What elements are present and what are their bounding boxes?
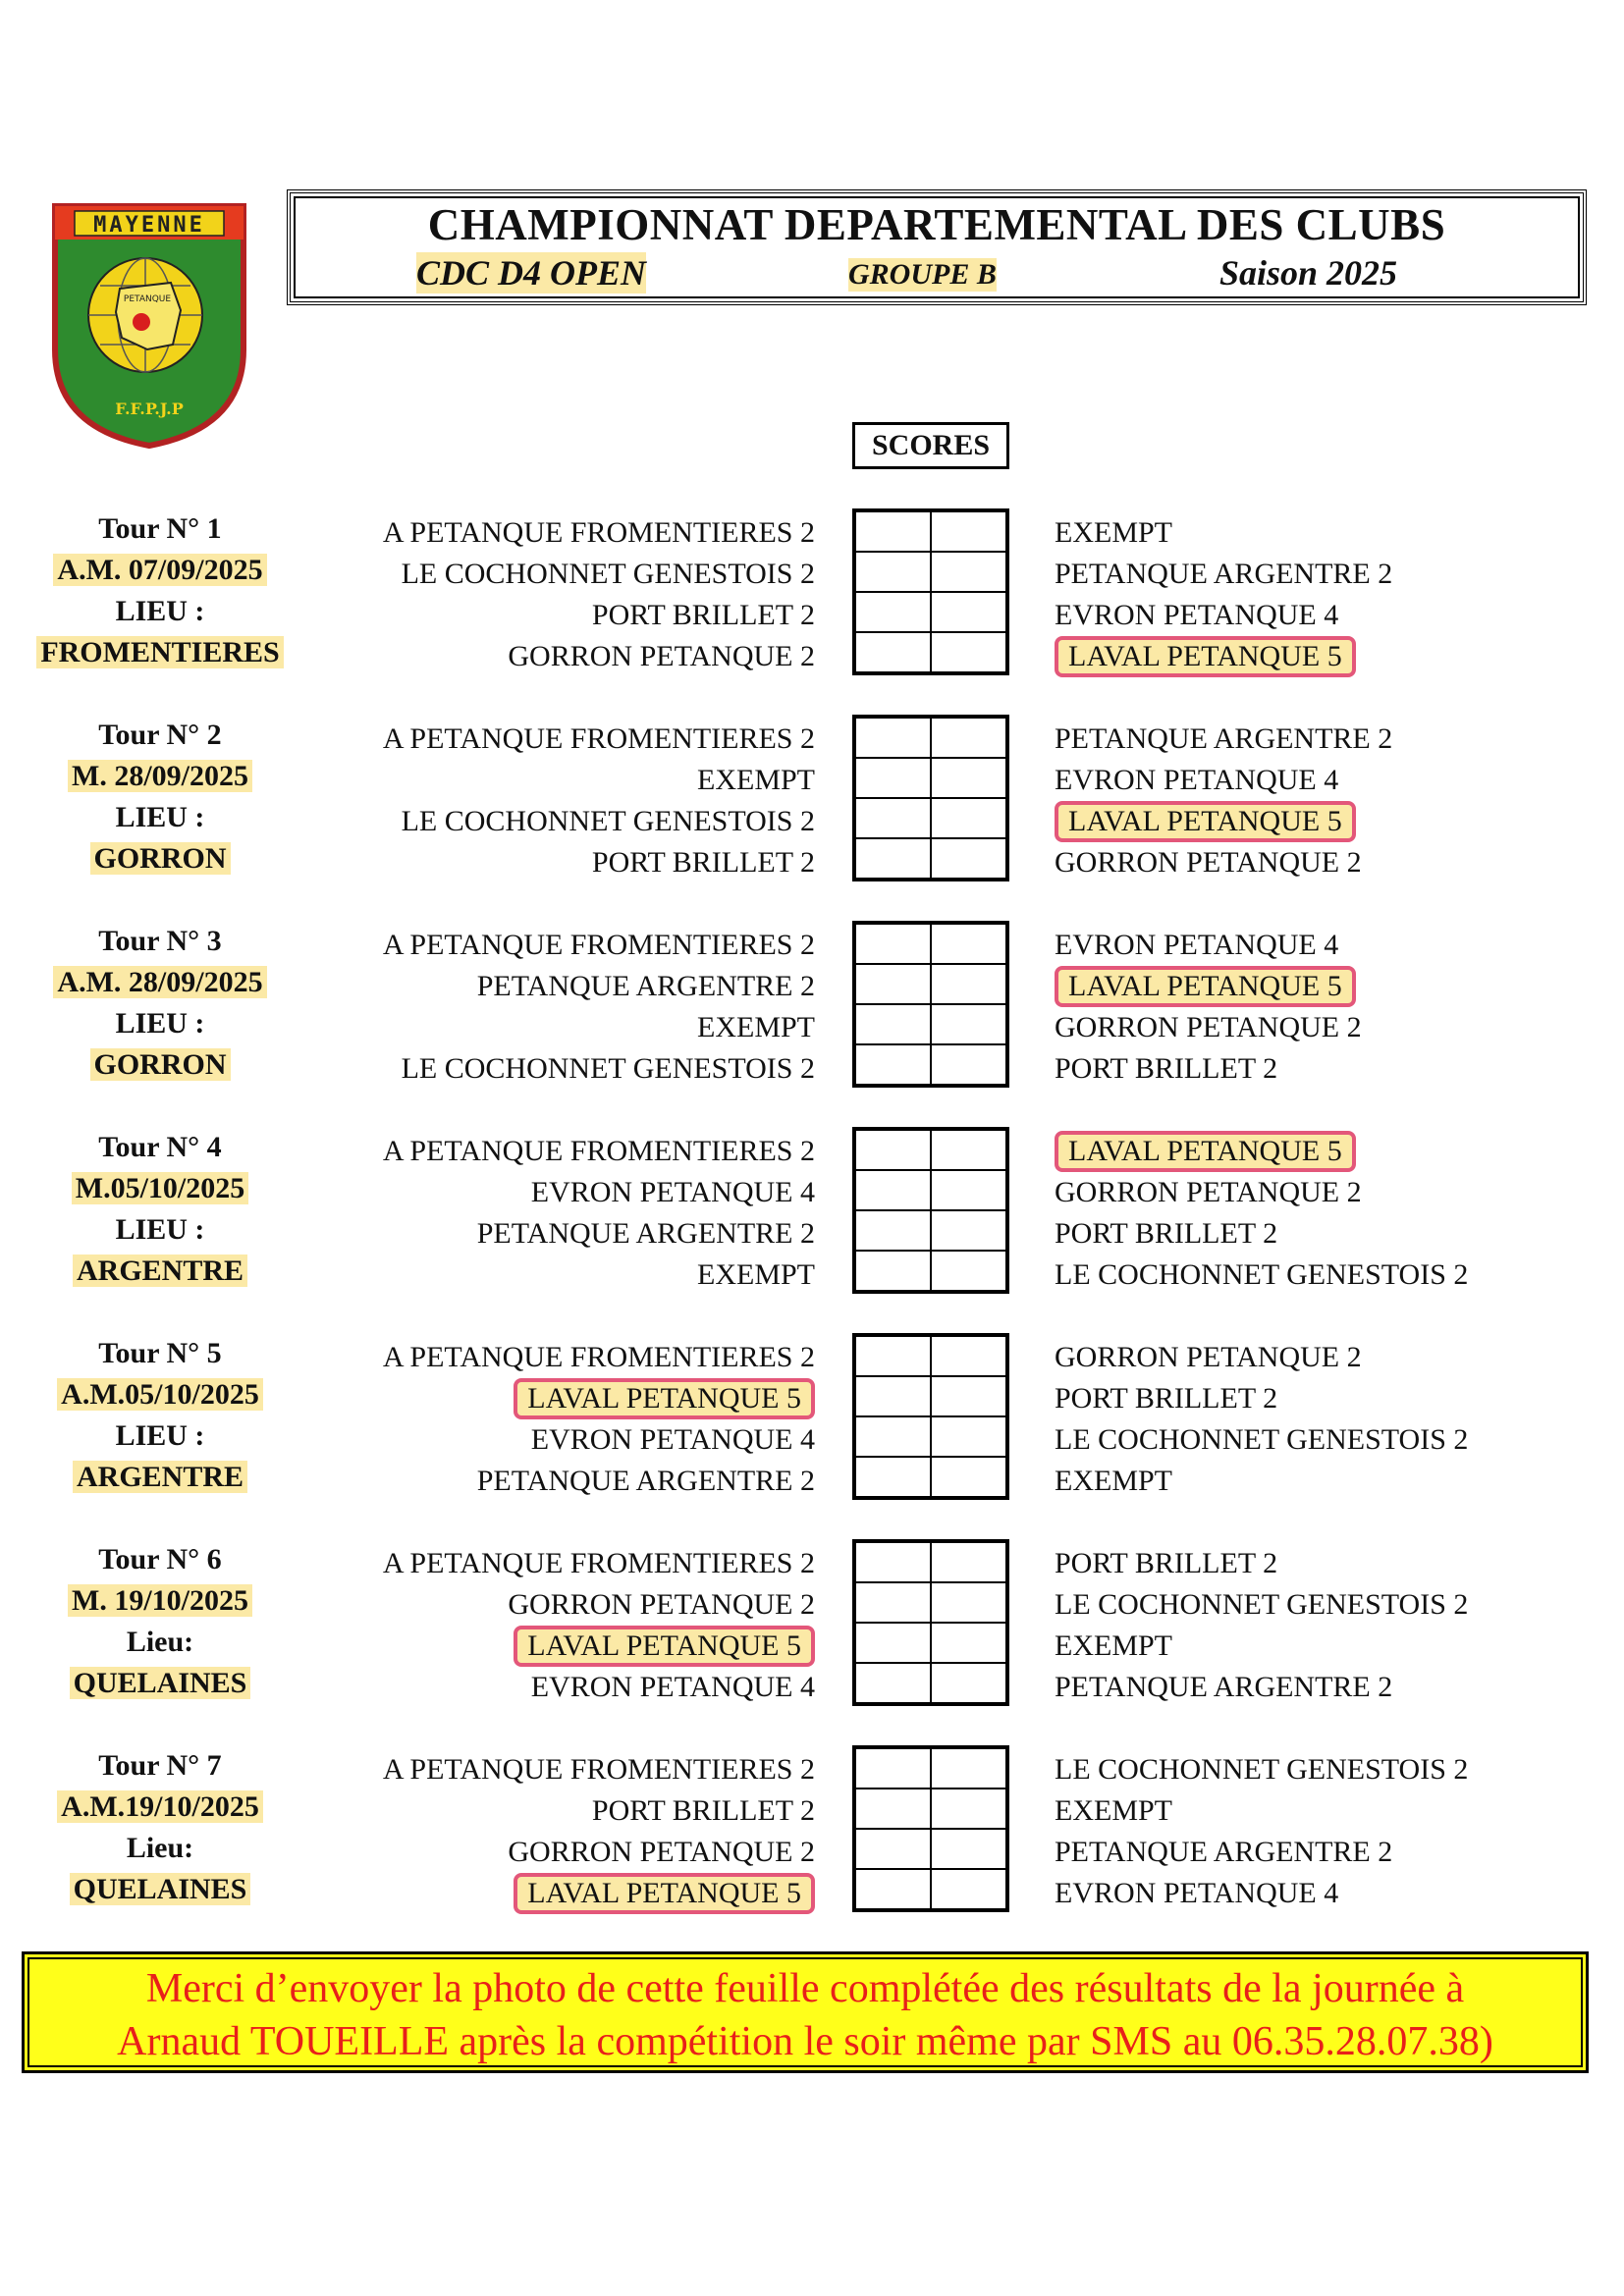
score-cell[interactable] xyxy=(855,1004,931,1044)
away-team: LAVAL PETANQUE 5 xyxy=(1055,636,1356,677)
score-cell[interactable] xyxy=(931,1789,1006,1829)
tour-date: A.M. 07/09/2025 xyxy=(53,554,266,586)
home-team: LE COCHONNET GENESTOIS 2 xyxy=(401,1052,815,1085)
group-label: GROUPE B xyxy=(848,258,997,291)
score-cell[interactable] xyxy=(855,1376,931,1416)
score-cell[interactable] xyxy=(931,1457,1006,1497)
score-cell[interactable] xyxy=(931,1748,1006,1789)
lieu-label: Lieu: xyxy=(126,1832,194,1864)
lieu-label: LIEU : xyxy=(115,1007,205,1040)
away-team: GORRON PETANQUE 2 xyxy=(1055,1341,1362,1373)
score-cell[interactable] xyxy=(855,1416,931,1457)
footer-line-2: Arnaud TOUEILLE après la compétition le soir même par SMS au 06.35.28.07.38) xyxy=(117,2019,1493,2064)
away-team: EVRON PETANQUE 4 xyxy=(1055,1877,1339,1909)
home-team: A PETANQUE FROMENTIERES 2 xyxy=(382,1135,815,1167)
score-cell[interactable] xyxy=(855,1869,931,1909)
score-cell[interactable] xyxy=(855,1829,931,1869)
away-team: LE COCHONNET GENESTOIS 2 xyxy=(1055,1588,1469,1621)
away-team: PORT BRILLET 2 xyxy=(1055,1547,1278,1579)
away-team: PETANQUE ARGENTRE 2 xyxy=(1055,1836,1393,1868)
away-team: EVRON PETANQUE 4 xyxy=(1055,929,1339,961)
score-grid xyxy=(852,715,1009,881)
score-cell[interactable] xyxy=(931,632,1006,672)
season-label: Saison 2025 xyxy=(1219,253,1398,293)
tour-label: Tour N° 7 xyxy=(98,1749,222,1782)
home-team: EXEMPT xyxy=(697,1258,815,1291)
page-title: CHAMPIONNAT DEPARTEMENTAL DES CLUBS xyxy=(427,200,1446,249)
home-team: PETANQUE ARGENTRE 2 xyxy=(476,1465,815,1497)
home-team: A PETANQUE FROMENTIERES 2 xyxy=(382,722,815,755)
footer-line-1: Merci d’envoyer la photo de cette feuille complétée des résultats de la journée à xyxy=(145,1966,1465,2011)
home-team: LE COCHONNET GENESTOIS 2 xyxy=(401,805,815,837)
score-grid xyxy=(852,1745,1009,1912)
home-team: LE COCHONNET GENESTOIS 2 xyxy=(401,558,815,590)
away-team: LAVAL PETANQUE 5 xyxy=(1055,1131,1356,1172)
home-team: A PETANQUE FROMENTIERES 2 xyxy=(382,1753,815,1786)
score-cell[interactable] xyxy=(855,758,931,798)
score-cell[interactable] xyxy=(931,552,1006,592)
score-cell[interactable] xyxy=(855,1130,931,1170)
score-cell[interactable] xyxy=(855,1336,931,1376)
score-cell[interactable] xyxy=(855,1542,931,1582)
tour-lieu: GORRON xyxy=(90,1048,231,1081)
score-cell[interactable] xyxy=(855,924,931,964)
home-team: PETANQUE ARGENTRE 2 xyxy=(476,970,815,1002)
home-team: LAVAL PETANQUE 5 xyxy=(514,1378,815,1419)
tour-label: Tour N° 2 xyxy=(98,719,222,751)
score-grid xyxy=(852,1539,1009,1706)
away-team: PORT BRILLET 2 xyxy=(1055,1052,1278,1085)
away-team: LE COCHONNET GENESTOIS 2 xyxy=(1055,1423,1469,1456)
away-team: EXEMPT xyxy=(1055,516,1172,549)
tour-info xyxy=(27,1539,293,1704)
score-cell[interactable] xyxy=(931,1004,1006,1044)
score-grid xyxy=(852,1127,1009,1294)
tour-info xyxy=(27,1127,293,1292)
score-cell[interactable] xyxy=(931,1663,1006,1703)
division-label: CDC D4 OPEN xyxy=(416,253,647,293)
footer-notice xyxy=(22,1951,1589,2073)
home-team: EXEMPT xyxy=(697,1011,815,1043)
score-cell[interactable] xyxy=(855,1789,931,1829)
tour-block xyxy=(0,1539,1624,1716)
score-cell[interactable] xyxy=(855,1623,931,1663)
score-cell[interactable] xyxy=(931,1829,1006,1869)
away-team: PORT BRILLET 2 xyxy=(1055,1217,1278,1250)
away-team: EXEMPT xyxy=(1055,1794,1172,1827)
score-cell[interactable] xyxy=(931,1251,1006,1291)
tour-block xyxy=(0,1127,1624,1304)
score-cell[interactable] xyxy=(855,838,931,879)
score-cell[interactable] xyxy=(931,1130,1006,1170)
score-cell[interactable] xyxy=(855,1044,931,1085)
score-grid xyxy=(852,508,1009,675)
score-cell[interactable] xyxy=(931,798,1006,838)
score-cell[interactable] xyxy=(931,718,1006,758)
lieu-label: LIEU : xyxy=(115,1419,205,1452)
tour-label: Tour N° 6 xyxy=(98,1543,222,1575)
tour-label: Tour N° 4 xyxy=(98,1131,222,1163)
away-team: LE COCHONNET GENESTOIS 2 xyxy=(1055,1753,1469,1786)
score-cell[interactable] xyxy=(931,1582,1006,1623)
tour-date: A.M.19/10/2025 xyxy=(57,1790,263,1823)
tour-block xyxy=(0,921,1624,1097)
score-cell[interactable] xyxy=(931,592,1006,632)
svg-text:MAYENNE: MAYENNE xyxy=(93,213,205,238)
away-team: GORRON PETANQUE 2 xyxy=(1055,1176,1362,1208)
home-team: EVRON PETANQUE 4 xyxy=(530,1176,815,1208)
score-cell[interactable] xyxy=(931,758,1006,798)
home-team: A PETANQUE FROMENTIERES 2 xyxy=(382,929,815,961)
home-team: GORRON PETANQUE 2 xyxy=(508,640,815,672)
home-team: PETANQUE ARGENTRE 2 xyxy=(476,1217,815,1250)
tour-lieu: GORRON xyxy=(90,842,231,875)
score-cell[interactable] xyxy=(931,964,1006,1004)
tour-block xyxy=(0,1745,1624,1922)
away-team: GORRON PETANQUE 2 xyxy=(1055,846,1362,879)
away-team: GORRON PETANQUE 2 xyxy=(1055,1011,1362,1043)
tour-info xyxy=(27,508,293,673)
home-team: A PETANQUE FROMENTIERES 2 xyxy=(382,1547,815,1579)
tour-block xyxy=(0,715,1624,891)
tour-date: M. 19/10/2025 xyxy=(68,1584,252,1617)
score-cell[interactable] xyxy=(855,1582,931,1623)
tour-lieu: FROMENTIERES xyxy=(36,636,283,668)
home-team: EVRON PETANQUE 4 xyxy=(530,1671,815,1703)
away-team: EVRON PETANQUE 4 xyxy=(1055,599,1339,631)
tour-info xyxy=(27,921,293,1086)
score-grid xyxy=(852,1333,1009,1500)
tour-date: M.05/10/2025 xyxy=(72,1172,249,1204)
away-team: EVRON PETANQUE 4 xyxy=(1055,764,1339,796)
scores-label: SCORES xyxy=(852,422,1009,469)
tour-label: Tour N° 5 xyxy=(98,1337,222,1369)
tour-label: Tour N° 3 xyxy=(98,925,222,957)
score-cell[interactable] xyxy=(855,552,931,592)
score-cell[interactable] xyxy=(855,964,931,1004)
tour-date: M. 28/09/2025 xyxy=(68,760,252,792)
away-team: PORT BRILLET 2 xyxy=(1055,1382,1278,1415)
away-team: EXEMPT xyxy=(1055,1629,1172,1662)
score-cell[interactable] xyxy=(855,592,931,632)
score-cell[interactable] xyxy=(931,1376,1006,1416)
lieu-label: LIEU : xyxy=(115,595,205,627)
score-cell[interactable] xyxy=(931,838,1006,879)
score-cell[interactable] xyxy=(855,1251,931,1291)
mayenne-fpjp-logo xyxy=(51,202,247,450)
score-cell[interactable] xyxy=(931,511,1006,552)
tour-block xyxy=(0,1333,1624,1510)
score-cell[interactable] xyxy=(931,924,1006,964)
home-team: LAVAL PETANQUE 5 xyxy=(514,1626,815,1667)
score-cell[interactable] xyxy=(855,1210,931,1251)
tour-date: A.M. 28/09/2025 xyxy=(53,966,266,998)
score-cell[interactable] xyxy=(931,1210,1006,1251)
score-cell[interactable] xyxy=(931,1542,1006,1582)
svg-text:PETANQUE: PETANQUE xyxy=(123,294,172,304)
tour-block xyxy=(0,508,1624,685)
lieu-label: Lieu: xyxy=(126,1626,194,1658)
tour-lieu: ARGENTRE xyxy=(73,1255,247,1287)
score-grid xyxy=(852,921,1009,1088)
away-team: PETANQUE ARGENTRE 2 xyxy=(1055,558,1393,590)
lieu-label: LIEU : xyxy=(115,1213,205,1246)
home-team: PORT BRILLET 2 xyxy=(591,599,815,631)
tour-info xyxy=(27,1333,293,1498)
home-team: GORRON PETANQUE 2 xyxy=(508,1588,815,1621)
tour-info xyxy=(27,715,293,880)
lieu-label: LIEU : xyxy=(115,801,205,833)
home-team: PORT BRILLET 2 xyxy=(591,1794,815,1827)
tour-label: Tour N° 1 xyxy=(98,512,222,545)
tour-info xyxy=(27,1745,293,1910)
score-cell[interactable] xyxy=(855,718,931,758)
tour-lieu: QUELAINES xyxy=(70,1667,251,1699)
score-cell[interactable] xyxy=(931,1869,1006,1909)
score-cell[interactable] xyxy=(855,1663,931,1703)
away-team: LAVAL PETANQUE 5 xyxy=(1055,801,1356,842)
score-cell[interactable] xyxy=(855,511,931,552)
score-cell[interactable] xyxy=(855,1748,931,1789)
score-cell[interactable] xyxy=(931,1170,1006,1210)
tour-lieu: ARGENTRE xyxy=(73,1461,247,1493)
score-cell[interactable] xyxy=(931,1623,1006,1663)
home-team: A PETANQUE FROMENTIERES 2 xyxy=(382,1341,815,1373)
home-team: PORT BRILLET 2 xyxy=(591,846,815,879)
tour-date: A.M.05/10/2025 xyxy=(57,1378,263,1411)
away-team: EXEMPT xyxy=(1055,1465,1172,1497)
score-cell[interactable] xyxy=(931,1416,1006,1457)
score-cell[interactable] xyxy=(855,632,931,672)
home-team: EXEMPT xyxy=(697,764,815,796)
score-cell[interactable] xyxy=(931,1044,1006,1085)
score-cell[interactable] xyxy=(855,798,931,838)
away-team: PETANQUE ARGENTRE 2 xyxy=(1055,1671,1393,1703)
away-team: LE COCHONNET GENESTOIS 2 xyxy=(1055,1258,1469,1291)
score-cell[interactable] xyxy=(855,1457,931,1497)
svg-text:F.F.P.J.P: F.F.P.J.P xyxy=(115,400,184,418)
away-team: LAVAL PETANQUE 5 xyxy=(1055,966,1356,1007)
score-cell[interactable] xyxy=(855,1170,931,1210)
home-team: GORRON PETANQUE 2 xyxy=(508,1836,815,1868)
home-team: LAVAL PETANQUE 5 xyxy=(514,1873,815,1914)
tour-lieu: QUELAINES xyxy=(70,1873,251,1905)
score-cell[interactable] xyxy=(931,1336,1006,1376)
away-team: PETANQUE ARGENTRE 2 xyxy=(1055,722,1393,755)
home-team: A PETANQUE FROMENTIERES 2 xyxy=(382,516,815,549)
header-box xyxy=(287,189,1587,305)
home-team: EVRON PETANQUE 4 xyxy=(530,1423,815,1456)
